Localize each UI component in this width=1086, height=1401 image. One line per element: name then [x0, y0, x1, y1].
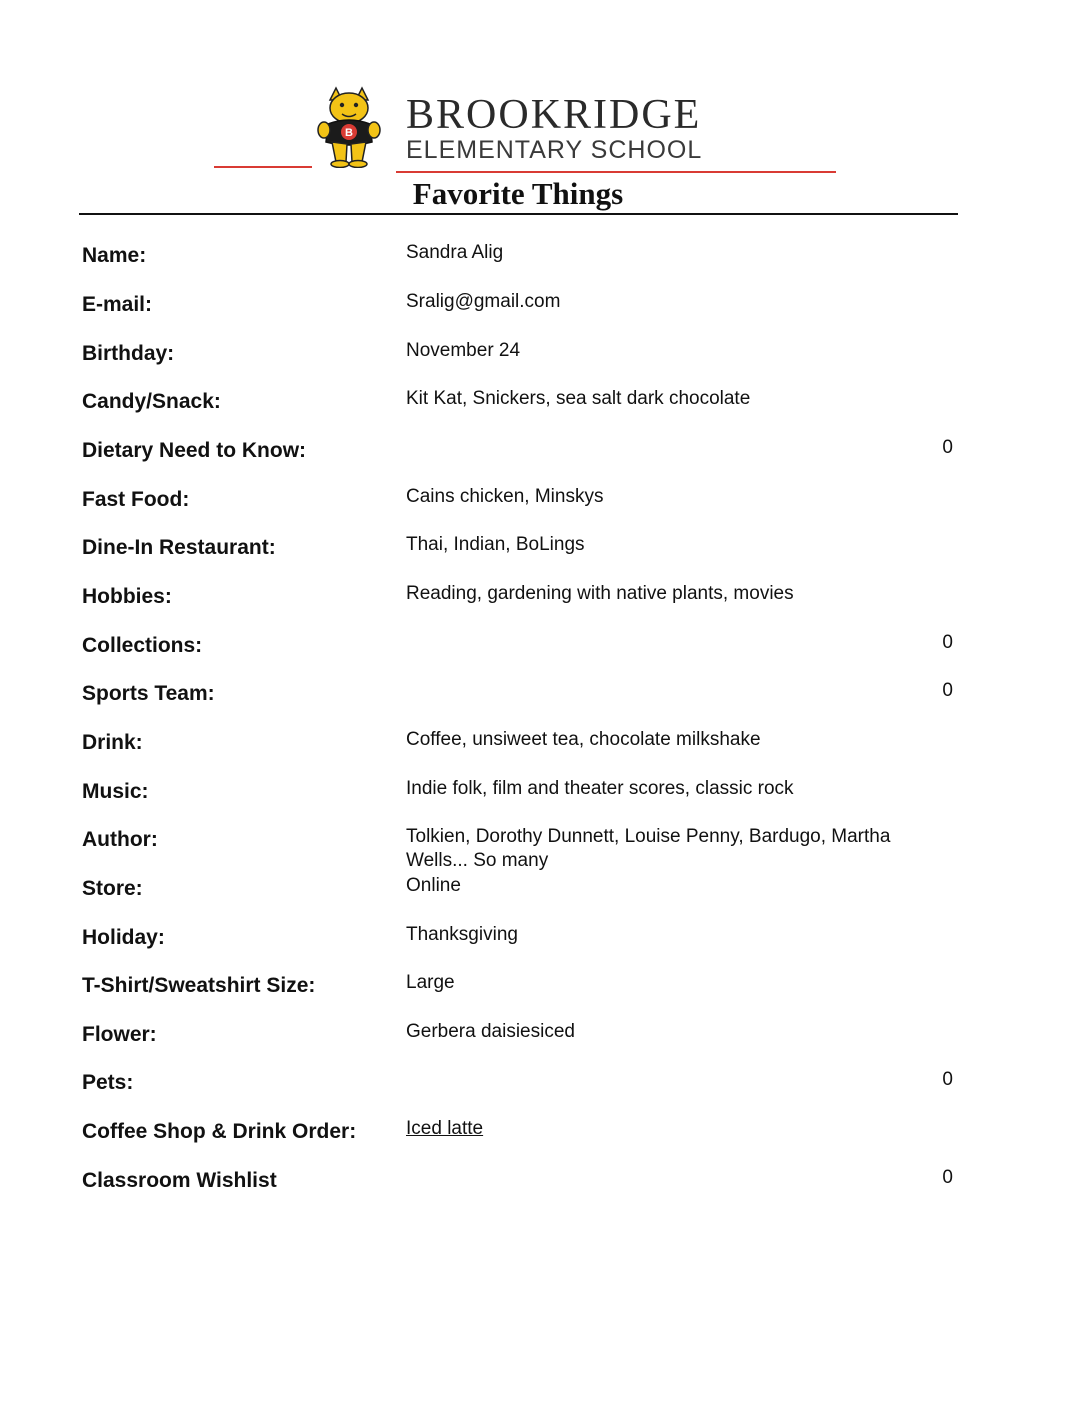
page-title: Favorite Things [412, 176, 624, 211]
field-value: Gerbera daisiesiced [406, 1021, 575, 1042]
field-value: Reading, gardening with native plants, movies [406, 583, 794, 604]
field-label: Hobbies: [82, 585, 172, 608]
document-header [0, 0, 1086, 220]
field-label: Birthday: [82, 342, 175, 365]
field-value: 0 [942, 437, 953, 458]
field-value: 0 [942, 1167, 953, 1188]
field-row-author [0, 826, 1086, 871]
field-row-fast-food [0, 487, 1086, 527]
field-label: Candy/Snack: [82, 390, 221, 413]
field-label: Author: [82, 828, 158, 851]
field-row-dietary-need [0, 438, 1086, 478]
field-value: 0 [942, 680, 953, 701]
field-row-drink [0, 730, 1086, 770]
field-label: Fast Food: [82, 488, 190, 511]
field-row-email [0, 292, 1086, 332]
field-row-collections [0, 633, 1086, 673]
field-row-name [0, 243, 1086, 283]
field-value: Thanksgiving [406, 924, 518, 945]
field-row-hobbies [0, 584, 1086, 624]
field-label: Collections: [82, 634, 203, 657]
field-label: Sports Team: [82, 682, 215, 705]
field-label: Classroom Wishlist [82, 1169, 277, 1192]
field-label: Name: [82, 244, 147, 267]
field-value: Sandra Alig [406, 242, 504, 263]
bobcat-mascot-icon [316, 86, 382, 168]
field-value: Thai, Indian, BoLings [406, 534, 585, 555]
field-value: Sralig@gmail.com [406, 291, 561, 312]
field-row-shirt-size [0, 973, 1086, 1013]
field-row-classroom-wishlist [0, 1168, 1086, 1208]
title-divider [79, 213, 958, 215]
field-row-pets [0, 1070, 1086, 1110]
accent-rule-right [396, 171, 836, 173]
field-row-music [0, 779, 1086, 819]
field-label: Store: [82, 877, 143, 900]
field-value: Kit Kat, Snickers, sea salt dark chocolate [406, 388, 751, 409]
field-label: Holiday: [82, 926, 165, 949]
field-value: Cains chicken, Minskys [406, 486, 604, 507]
field-value: Indie folk, film and theater scores, classic rock [406, 778, 794, 799]
field-label: Dine-In Restaurant: [82, 536, 276, 559]
field-row-holiday [0, 925, 1086, 965]
field-row-candy-snack [0, 389, 1086, 429]
mascot-letter: B [345, 127, 353, 139]
field-value: Large [406, 972, 455, 993]
field-value: 0 [942, 632, 953, 653]
field-label: Music: [82, 780, 149, 803]
accent-rule-left [214, 166, 312, 168]
field-row-sports-team [0, 681, 1086, 721]
school-name: BROOKRIDGE [406, 92, 702, 138]
field-row-dine-in-restaurant [0, 535, 1086, 575]
field-label: Flower: [82, 1023, 157, 1046]
field-row-birthday [0, 341, 1086, 381]
field-label: T-Shirt/Sweatshirt Size: [82, 974, 316, 997]
field-label: Drink: [82, 731, 143, 754]
field-value: November 24 [406, 340, 521, 361]
field-row-flower [0, 1022, 1086, 1062]
field-value: Tolkien, Dorothy Dunnett, Louise Penny, Bardugo, Martha Wells... So many [406, 826, 891, 871]
field-label: Pets: [82, 1071, 134, 1094]
field-value: Iced latte [406, 1118, 484, 1139]
field-row-store [0, 876, 1086, 916]
school-subtitle: ELEMENTARY SCHOOL [406, 136, 703, 164]
field-label: Dietary Need to Know: [82, 439, 307, 462]
field-row-coffee-shop [0, 1119, 1086, 1159]
field-value: Coffee, unsiweet tea, chocolate milkshake [406, 729, 761, 750]
field-label: E-mail: [82, 293, 153, 316]
field-value: Online [406, 875, 461, 896]
field-label: Coffee Shop & Drink Order: [82, 1120, 357, 1143]
field-value: 0 [942, 1069, 953, 1090]
